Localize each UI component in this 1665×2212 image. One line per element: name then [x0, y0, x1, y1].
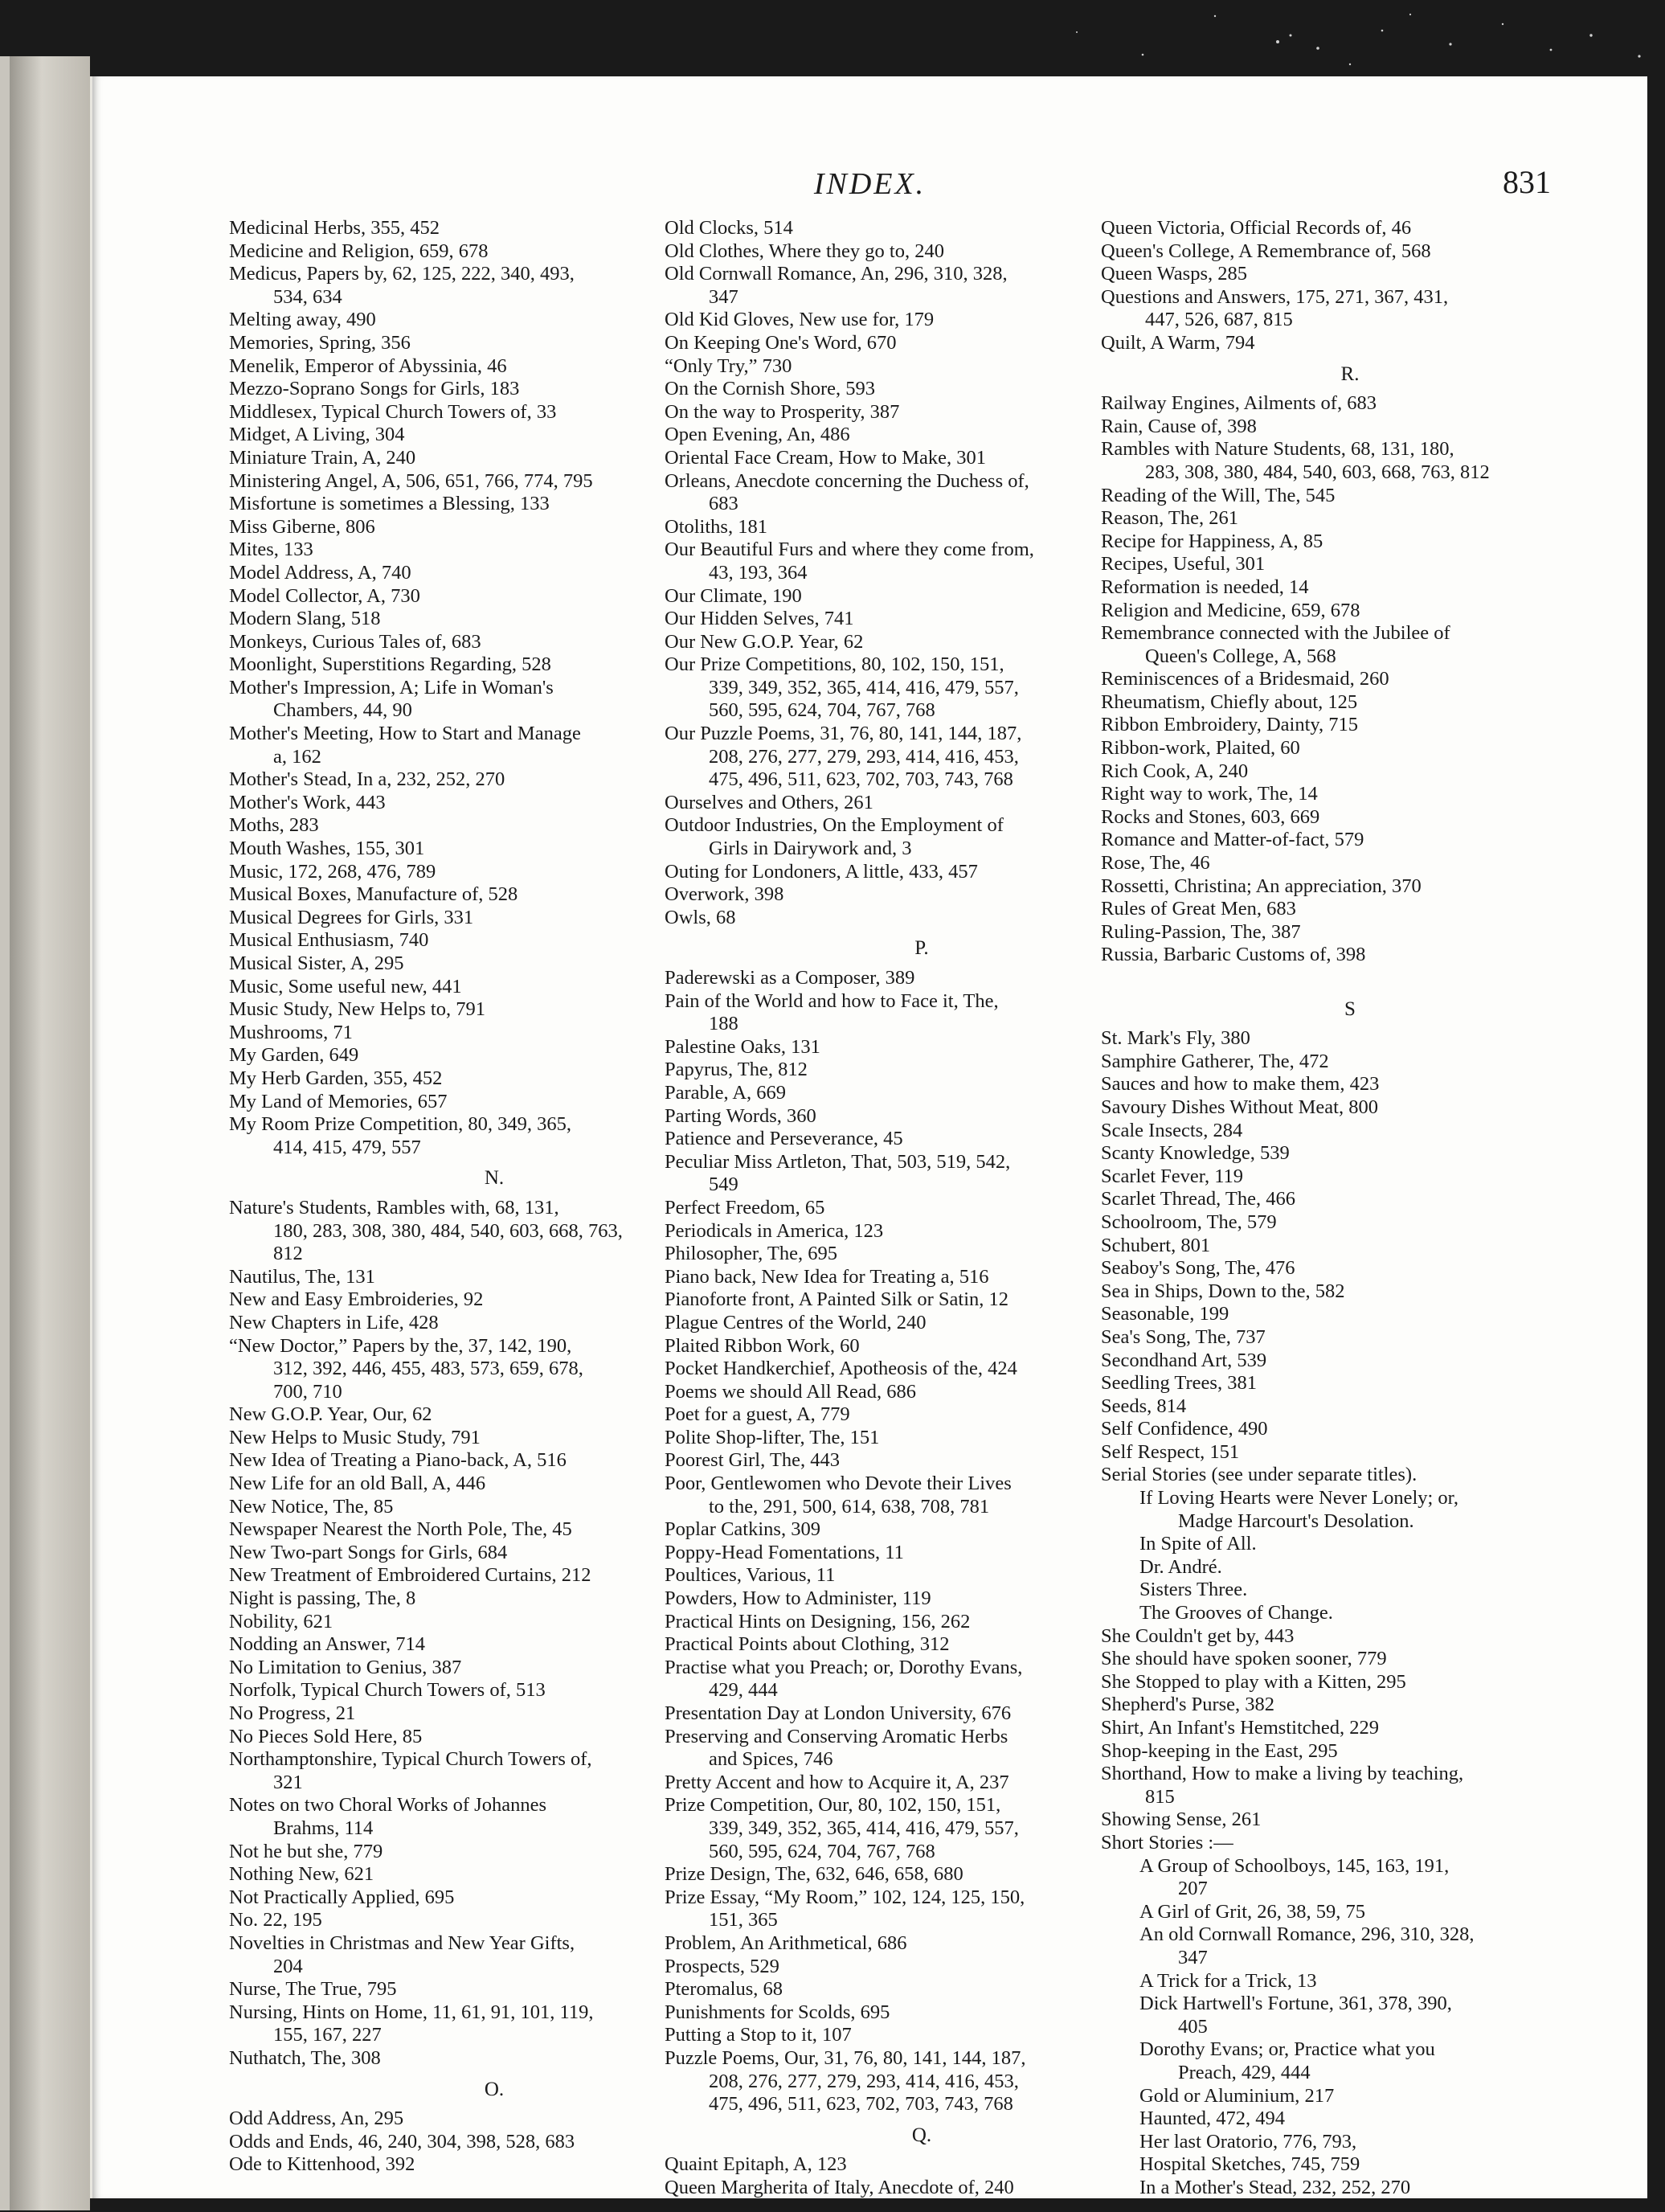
index-entry-continuation: 155, 167, 227	[273, 2024, 382, 2046]
index-entry: My Herb Garden, 355, 452	[229, 1067, 443, 1089]
index-entry: New Treatment of Embroidered Curtains, 212	[229, 1564, 591, 1587]
index-entry: Nuthatch, The, 308	[229, 2046, 381, 2069]
index-entry: Religion and Medicine, 659, 678	[1101, 599, 1360, 621]
index-entry: Oriental Face Cream, How to Make, 301	[665, 446, 987, 469]
index-entry: Showing Sense, 261	[1101, 1809, 1262, 1831]
index-entry: Model Collector, A, 730	[229, 584, 420, 607]
index-entry: Overwork, 398	[665, 883, 784, 906]
index-entry: Scale Insects, 284	[1101, 1119, 1243, 1141]
index-entry-continuation: If Loving Hearts were Never Lonely; or,	[1139, 1487, 1458, 1509]
index-entry: Our Beautiful Furs and where they come from,	[665, 539, 1034, 561]
index-entry-continuation: 208, 276, 277, 279, 293, 414, 416, 453,	[709, 745, 1019, 768]
index-entry: Practical Hints on Designing, 156, 262	[665, 1610, 971, 1632]
index-entry: Poultices, Various, 11	[665, 1564, 836, 1587]
index-entry: Night is passing, The, 8	[229, 1587, 416, 1610]
index-entry: Powders, How to Administer, 119	[665, 1587, 931, 1610]
index-entry: Not he but she, 779	[229, 1840, 383, 1862]
index-entry-continuation: 549	[709, 1174, 738, 1196]
index-entry: Memories, Spring, 356	[229, 331, 411, 354]
index-entry: Philosopher, The, 695	[665, 1243, 837, 1265]
index-entry: Musical Sister, A, 295	[229, 952, 404, 974]
index-entry: Polite Shop-lifter, The, 151	[665, 1426, 880, 1448]
index-entry: Puzzle Poems, Our, 31, 76, 80, 141, 144, 187,	[665, 2046, 1026, 2069]
index-entry: Shop-keeping in the East, 295	[1101, 1739, 1338, 1762]
index-entry: Rossetti, Christina; An appreciation, 370	[1101, 875, 1422, 897]
index-entry: Seaboy's Song, The, 476	[1101, 1257, 1295, 1280]
index-entry: Practise what you Preach; or, Dorothy Evans,	[665, 1656, 1023, 1678]
index-entry: My Room Prize Competition, 80, 349, 365,	[229, 1113, 572, 1136]
index-entry: Otoliths, 181	[665, 515, 767, 538]
section-letter: S	[1344, 997, 1356, 1020]
index-entry: Questions and Answers, 175, 271, 367, 431,	[1101, 285, 1449, 308]
index-entry: Parting Words, 360	[665, 1104, 816, 1127]
index-column-3	[1101, 217, 1599, 2198]
index-entry: Our Puzzle Poems, 31, 76, 80, 141, 144, 187,	[665, 723, 1022, 745]
index-entry: Short Stories :—	[1101, 1831, 1233, 1854]
index-entry: Northamptonshire, Typical Church Towers of,	[229, 1748, 592, 1771]
index-entry-continuation: 312, 392, 446, 455, 483, 573, 659, 678,	[273, 1358, 583, 1380]
index-entry-continuation: 560, 595, 624, 704, 767, 768	[709, 1840, 935, 1862]
index-entry: Punishments for Scolds, 695	[665, 2001, 890, 2023]
index-entry: Sea in Ships, Down to the, 582	[1101, 1280, 1345, 1302]
index-entry-continuation: and Spices, 746	[709, 1748, 833, 1771]
index-entry-continuation: 339, 349, 352, 365, 414, 416, 479, 557,	[709, 1817, 1019, 1839]
page-title: INDEX.	[813, 167, 927, 201]
index-entry: New Idea of Treating a Piano-back, A, 516	[229, 1449, 567, 1472]
index-entry: On the Cornish Shore, 593	[665, 378, 875, 400]
index-entry: Scanty Knowledge, 539	[1101, 1142, 1290, 1165]
index-entry-continuation: A Trick for a Trick, 13	[1139, 1969, 1317, 1992]
index-entry: Owls, 68	[665, 906, 736, 928]
index-entry: Practical Points about Clothing, 312	[665, 1633, 950, 1656]
index-entry: Seeds, 814	[1101, 1395, 1187, 1417]
index-entry: Orleans, Anecdote concerning the Duchess of,	[665, 469, 1029, 492]
index-entry: Moonlight, Superstitions Regarding, 528	[229, 653, 551, 676]
index-entry: Recipe for Happiness, A, 85	[1101, 530, 1323, 552]
index-entry: Queen Wasps, 285	[1101, 263, 1247, 285]
index-entry: Our Prize Competitions, 80, 102, 150, 151,	[665, 653, 1004, 676]
index-entry-continuation: A Girl of Grit, 26, 38, 59, 75	[1139, 1900, 1366, 1923]
index-entry: Periodicals in America, 123	[665, 1219, 884, 1242]
index-entry-continuation: 207	[1178, 1878, 1208, 1900]
index-entry: Menelik, Emperor of Abyssinia, 46	[229, 354, 507, 377]
index-entry-continuation: 683	[709, 493, 738, 515]
index-entry: Nothing New, 621	[229, 1863, 374, 1886]
index-entry: Reading of the Will, The, 545	[1101, 484, 1336, 506]
index-entry-continuation: 188	[709, 1013, 738, 1035]
index-entry: Model Address, A, 740	[229, 561, 411, 584]
index-entry: Ode to Kittenhood, 392	[229, 2153, 415, 2176]
index-entry: Peculiar Miss Artleton, That, 503, 519, 542,	[665, 1150, 1011, 1173]
index-entry: Railway Engines, Ailments of, 683	[1101, 392, 1377, 415]
index-entry: Reminiscences of a Bridesmaid, 260	[1101, 668, 1389, 690]
index-entry: Queen Margherita of Italy, Anecdote of, 240	[665, 2176, 1014, 2198]
index-entry: Poems we should All Read, 686	[665, 1380, 917, 1403]
index-entry-continuation: Gold or Aluminium, 217	[1139, 2084, 1335, 2107]
index-entry-continuation: 321	[273, 1771, 303, 1793]
index-entry: New Chapters in Life, 428	[229, 1311, 439, 1333]
index-entry: Mother's Stead, In a, 232, 252, 270	[229, 768, 505, 791]
index-entry-continuation: 414, 415, 479, 557	[273, 1136, 421, 1158]
index-entry-continuation: Chambers, 44, 90	[273, 699, 412, 722]
index-entry: Nature's Students, Rambles with, 68, 131,	[229, 1196, 559, 1219]
index-entry-continuation: 534, 634	[273, 285, 342, 308]
index-entry: Poor, Gentlewomen who Devote their Lives	[665, 1473, 1012, 1495]
index-entry: Our Hidden Selves, 741	[665, 608, 854, 630]
index-entry: Perfect Freedom, 65	[665, 1196, 825, 1219]
index-entry: New Two-part Songs for Girls, 684	[229, 1541, 508, 1563]
index-entry: Outing for Londoners, A little, 433, 457	[665, 860, 978, 883]
index-entry: Pianoforte front, A Painted Silk or Satin, 12	[665, 1288, 1009, 1311]
index-entry: Mouth Washes, 155, 301	[229, 838, 425, 860]
index-entry: Musical Boxes, Manufacture of, 528	[229, 883, 518, 906]
index-entry-continuation: Madge Harcourt's Desolation.	[1178, 1509, 1414, 1532]
index-entry: Poet for a guest, A, 779	[665, 1403, 850, 1426]
index-entry: Norfolk, Typical Church Towers of, 513	[229, 1679, 546, 1702]
index-entry: Seasonable, 199	[1101, 1303, 1229, 1325]
index-entry: Melting away, 490	[229, 309, 376, 331]
index-entry: Mother's Work, 443	[229, 791, 386, 813]
index-entry: Nobility, 621	[229, 1610, 333, 1632]
index-entry: Savoury Dishes Without Meat, 800	[1101, 1096, 1378, 1118]
index-entry: Medicus, Papers by, 62, 125, 222, 340, 493,	[229, 263, 575, 285]
index-entry-continuation: 204	[273, 1955, 303, 1977]
index-entry: St. Mark's Fly, 380	[1101, 1027, 1250, 1050]
index-entry: No Progress, 21	[229, 1702, 356, 1724]
index-entry: Mushrooms, 71	[229, 1021, 353, 1043]
index-entry-continuation: Preach, 429, 444	[1178, 2061, 1311, 2083]
index-entry: Nautilus, The, 131	[229, 1265, 375, 1288]
index-entry: Patience and Perseverance, 45	[665, 1128, 903, 1150]
index-entry-continuation: 405	[1178, 2015, 1208, 2038]
index-entry: Pteromalus, 68	[665, 1978, 783, 2001]
index-entry-continuation: 339, 349, 352, 365, 414, 416, 479, 557,	[709, 676, 1019, 698]
index-entry: Seedling Trees, 381	[1101, 1372, 1257, 1395]
index-entry: Rambles with Nature Students, 68, 131, 180,	[1101, 438, 1454, 461]
index-entry: No Pieces Sold Here, 85	[229, 1725, 423, 1747]
index-entry: Queen Victoria, Official Records of, 46	[1101, 217, 1412, 239]
index-entry: Self Confidence, 490	[1101, 1418, 1268, 1440]
index-entry: Ourselves and Others, 261	[665, 791, 873, 813]
index-page	[90, 76, 1647, 2198]
index-entry: Poplar Catkins, 309	[665, 1518, 820, 1541]
index-entry: Ministering Angel, A, 506, 651, 766, 774, 795	[229, 469, 593, 492]
index-entry: Plague Centres of the World, 240	[665, 1311, 927, 1333]
index-entry: Misfortune is sometimes a Blessing, 133	[229, 493, 550, 515]
spacer	[1101, 967, 1599, 990]
index-entry: New Life for an old Ball, A, 446	[229, 1473, 486, 1495]
index-entry: Monkeys, Curious Tales of, 683	[229, 630, 481, 653]
index-entry: New Notice, The, 85	[229, 1495, 394, 1518]
index-entry-continuation: Dorothy Evans; or, Practice what you	[1139, 2038, 1435, 2061]
index-entry: Pain of the World and how to Face it, The,	[665, 989, 999, 1012]
index-entry: Sauces and how to make them, 423	[1101, 1073, 1380, 1096]
index-entry: Middlesex, Typical Church Towers of, 33	[229, 400, 557, 423]
index-entry: Recipes, Useful, 301	[1101, 553, 1266, 576]
index-entry-continuation: A Group of Schoolboys, 145, 163, 191,	[1139, 1854, 1450, 1877]
index-entry: Outdoor Industries, On the Employment of	[665, 814, 1004, 837]
index-entry-continuation: 815	[1145, 1785, 1175, 1808]
index-entry-continuation: Queen's College, A, 568	[1145, 645, 1336, 667]
index-entry: Paderewski as a Composer, 389	[665, 967, 915, 989]
index-entry: Moths, 283	[229, 814, 319, 837]
index-entry: She Couldn't get by, 443	[1101, 1624, 1295, 1647]
index-entry: Parable, A, 669	[665, 1081, 787, 1104]
index-entry: Music, Some useful new, 441	[229, 975, 462, 997]
index-entry: Our New G.O.P. Year, 62	[665, 630, 864, 653]
index-entry: Rain, Cause of, 398	[1101, 415, 1257, 437]
section-letter: Q.	[911, 2124, 932, 2146]
index-entry-continuation: 347	[1178, 1946, 1208, 1968]
index-entry: Queen's College, A Remembrance of, 568	[1101, 240, 1431, 262]
index-entry: Midget, A Living, 304	[229, 424, 405, 446]
index-entry: Serial Stories (see under separate titles).	[1101, 1464, 1418, 1486]
index-entry-continuation: Hospital Sketches, 745, 759	[1139, 2153, 1360, 2176]
index-entry-continuation: The Grooves of Change.	[1139, 1602, 1333, 1624]
index-entry: New and Easy Embroideries, 92	[229, 1288, 484, 1311]
page-number: 831	[1503, 164, 1551, 200]
index-entry: Poorest Girl, The, 443	[665, 1449, 840, 1472]
index-entry: Music Study, New Helps to, 791	[229, 998, 485, 1021]
section-letter: O.	[484, 2078, 505, 2100]
index-entry: Mother's Impression, A; Life in Woman's	[229, 676, 554, 698]
index-entry: Odd Address, An, 295	[229, 2108, 404, 2130]
index-entry: Quaint Epitaph, A, 123	[665, 2153, 847, 2176]
index-entry-continuation: Haunted, 472, 494	[1139, 2108, 1285, 2130]
index-entry: Not Practically Applied, 695	[229, 1886, 455, 1908]
index-entry-continuation: Girls in Dairywork and, 3	[709, 838, 912, 860]
index-entry-continuation: Brahms, 114	[273, 1817, 374, 1839]
index-entry: Ruling-Passion, The, 387	[1101, 920, 1301, 943]
index-entry: Old Kid Gloves, New use for, 179	[665, 309, 935, 331]
index-entry: Presentation Day at London University, 676	[665, 1702, 1012, 1724]
index-entry: On Keeping One's Word, 670	[665, 331, 897, 354]
index-entry: New Helps to Music Study, 791	[229, 1426, 481, 1448]
index-entry-continuation: 475, 496, 511, 623, 702, 703, 743, 768	[709, 768, 1013, 791]
index-entry: Prize Competition, Our, 80, 102, 150, 151,	[665, 1794, 1001, 1817]
index-entry: Nodding an Answer, 714	[229, 1633, 425, 1656]
index-entry: She should have spoken sooner, 779	[1101, 1648, 1387, 1670]
index-entry: Odds and Ends, 46, 240, 304, 398, 528, 683	[229, 2130, 575, 2153]
index-entry-continuation: to the, 291, 500, 614, 638, 708, 781	[709, 1495, 990, 1518]
index-entry-continuation: 283, 308, 380, 484, 540, 603, 668, 763, 812	[1145, 461, 1490, 483]
index-entry: Palestine Oaks, 131	[665, 1035, 820, 1058]
index-entry: Newspaper Nearest the North Pole, The, 45	[229, 1518, 572, 1541]
index-entry: Reformation is needed, 14	[1101, 576, 1309, 598]
index-entry: Old Cornwall Romance, An, 296, 310, 328,	[665, 263, 1008, 285]
index-entry: Shorthand, How to make a living by teaching,	[1101, 1763, 1464, 1785]
index-entry: Modern Slang, 518	[229, 608, 381, 630]
index-entry: Old Clocks, 514	[665, 217, 793, 239]
index-entry: Romance and Matter-of-fact, 579	[1101, 829, 1364, 851]
index-entry-continuation: Dr. André.	[1139, 1555, 1222, 1578]
index-entry: Mother's Meeting, How to Start and Manage	[229, 723, 581, 745]
index-entry: Medicine and Religion, 659, 678	[229, 240, 489, 262]
index-entry: Sea's Song, The, 737	[1101, 1325, 1266, 1348]
index-entry-continuation: An old Cornwall Romance, 296, 310, 328,	[1139, 1923, 1475, 1946]
index-entry: She Stopped to play with a Kitten, 295	[1101, 1670, 1406, 1693]
index-entry: Preserving and Conserving Aromatic Herbs	[665, 1725, 1008, 1747]
page-edge-strip	[0, 56, 90, 2210]
index-entry: Mezzo-Soprano Songs for Girls, 183	[229, 378, 520, 400]
index-entry: Rich Cook, A, 240	[1101, 760, 1249, 782]
index-entry: Musical Degrees for Girls, 331	[229, 906, 474, 928]
index-entry-continuation: 208, 276, 277, 279, 293, 414, 416, 453,	[709, 2070, 1019, 2092]
index-entry-continuation: In a Mother's Stead, 232, 252, 270	[1139, 2176, 1411, 2198]
index-entry: No Limitation to Genius, 387	[229, 1656, 462, 1678]
index-entry: Rheumatism, Chiefly about, 125	[1101, 690, 1358, 713]
index-entry: “Only Try,” 730	[665, 354, 792, 377]
index-entry: Shepherd's Purse, 382	[1101, 1694, 1275, 1716]
index-entry: Pretty Accent and how to Acquire it, A, 237	[665, 1771, 1009, 1793]
index-entry: My Land of Memories, 657	[229, 1090, 448, 1112]
index-entry-continuation: Sisters Three.	[1139, 1579, 1248, 1601]
index-entry: Novelties in Christmas and New Year Gifts,	[229, 1931, 575, 1954]
index-entry-continuation: 475, 496, 511, 623, 702, 703, 743, 768	[709, 2093, 1013, 2116]
index-entry: Old Clothes, Where they go to, 240	[665, 240, 944, 262]
index-entry: Miniature Train, A, 240	[229, 446, 416, 469]
index-entry: Self Respect, 151	[1101, 1440, 1240, 1463]
index-entry: Problem, An Arithmetical, 686	[665, 1931, 907, 1954]
index-entry: Remembrance connected with the Jubilee of	[1101, 622, 1450, 645]
index-entry: Papyrus, The, 812	[665, 1059, 808, 1081]
index-entry: Rules of Great Men, 683	[1101, 898, 1296, 920]
index-entry: Scarlet Thread, The, 466	[1101, 1188, 1295, 1210]
index-entry: Prize Essay, “My Room,” 102, 124, 125, 150,	[665, 1886, 1025, 1908]
section-letter: P.	[914, 937, 929, 960]
index-entry: My Garden, 649	[229, 1044, 359, 1067]
index-entry: Putting a Stop to it, 107	[665, 2024, 852, 2046]
index-entry-continuation: 700, 710	[273, 1380, 342, 1403]
index-entry: Piano back, New Idea for Treating a, 516	[665, 1265, 989, 1288]
index-entry: Russia, Barbaric Customs of, 398	[1101, 944, 1366, 966]
index-entry: New G.O.P. Year, Our, 62	[229, 1403, 432, 1426]
index-entry: Rose, The, 46	[1101, 852, 1210, 875]
index-entry: Scarlet Fever, 119	[1101, 1165, 1244, 1187]
index-entry: Open Evening, An, 486	[665, 424, 850, 446]
index-entry: “New Doctor,” Papers by the, 37, 142, 190,	[229, 1334, 572, 1357]
index-entry: Plaited Ribbon Work, 60	[665, 1334, 860, 1357]
index-entry: Poppy-Head Fomentations, 11	[665, 1541, 904, 1563]
page-edge-inner	[10, 56, 90, 2210]
index-entry: No. 22, 195	[229, 1909, 322, 1931]
index-entry: Mites, 133	[229, 539, 313, 561]
index-entry: Ribbon-work, Plaited, 60	[1101, 737, 1300, 760]
index-entry: Rocks and Stones, 603, 669	[1101, 805, 1320, 828]
index-entry: Samphire Gatherer, The, 472	[1101, 1050, 1329, 1072]
index-entry: Schoolroom, The, 579	[1101, 1210, 1277, 1233]
index-entry: Music, 172, 268, 476, 789	[229, 860, 436, 883]
index-entry: Musical Enthusiasm, 740	[229, 929, 429, 952]
index-entry: On the way to Prosperity, 387	[665, 400, 900, 423]
index-entry: Nurse, The True, 795	[229, 1978, 397, 2001]
index-entry: Reason, The, 261	[1101, 507, 1239, 530]
index-entry: Ribbon Embroidery, Dainty, 715	[1101, 714, 1359, 736]
index-entry-continuation: In Spite of All.	[1139, 1533, 1257, 1555]
index-entry-continuation: Dick Hartwell's Fortune, 361, 378, 390,	[1139, 1993, 1452, 2015]
index-entry: Medicinal Herbs, 355, 452	[229, 217, 440, 239]
index-entry: Quilt, A Warm, 794	[1101, 331, 1255, 354]
index-entry: Shirt, An Infant's Hemstitched, 229	[1101, 1717, 1380, 1739]
index-entry: Secondhand Art, 539	[1101, 1349, 1267, 1371]
index-entry: Right way to work, The, 14	[1101, 783, 1318, 805]
index-entry-continuation: Her last Oratorio, 776, 793,	[1139, 2130, 1357, 2153]
index-entry-continuation: 812	[273, 1243, 303, 1265]
index-entry-continuation: 560, 595, 624, 704, 767, 768	[709, 699, 935, 722]
index-entry-continuation: 347	[709, 285, 738, 308]
index-entry-continuation: 151, 365	[709, 1909, 778, 1931]
index-entry-continuation: 180, 283, 308, 380, 484, 540, 603, 668, 763,	[273, 1219, 623, 1242]
index-entry-continuation: 43, 193, 364	[709, 561, 808, 584]
index-entry-continuation: 429, 444	[709, 1679, 778, 1702]
index-entry: Pocket Handkerchief, Apotheosis of the, 424	[665, 1358, 1017, 1380]
section-letter: N.	[484, 1167, 505, 1190]
index-entry: Prospects, 529	[665, 1955, 779, 1977]
index-entry: Prize Design, The, 632, 646, 658, 680	[665, 1863, 963, 1886]
index-entry: Our Climate, 190	[665, 584, 802, 607]
index-entry: Notes on two Choral Works of Johannes	[229, 1794, 546, 1817]
section-letter: R.	[1340, 363, 1360, 385]
index-entry: Schubert, 801	[1101, 1234, 1211, 1256]
index-entry: Nursing, Hints on Home, 11, 61, 91, 101, 119,	[229, 2001, 594, 2023]
index-entry-continuation: a, 162	[273, 745, 321, 768]
index-entry-continuation: 447, 526, 687, 815	[1145, 309, 1293, 331]
index-entry: Miss Giberne, 806	[229, 515, 375, 538]
